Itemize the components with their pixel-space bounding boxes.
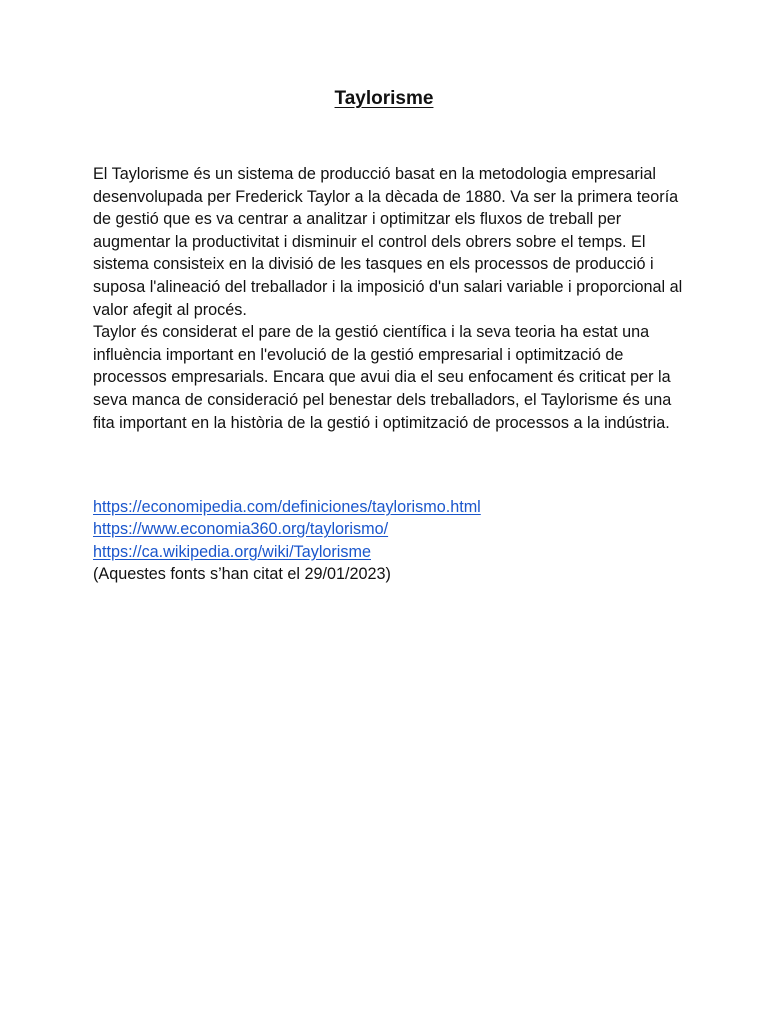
- paragraph: El Taylorisme és un sistema de producció basat en la metodologia empresarial desenvolupada per Frederick Taylor a la dècada de 1880. Va ser la primera teoría de gestió que es va centrar a analitzar i optimitzar els fluxos de treball per augmentar la productivitat i disminuir el control dels obrers sobre el temps. El sistema consisteix en la divisió de les tasques en els processos de producció i suposa l'alineació del treballador i la imposició d'un salari variable i proporcional al valor afegit al procés.: [93, 165, 683, 319]
- source-link-economia360[interactable]: https://www.economia360.org/taylorismo/: [93, 520, 389, 539]
- sources-citation-note: (Aquestes fonts s’han citat el 29/01/2023): [93, 565, 391, 584]
- document-title: Taylorisme: [334, 88, 434, 109]
- source-link-wikipedia[interactable]: https://ca.wikipedia.org/wiki/Taylorisme: [93, 542, 371, 561]
- document-body: [93, 163, 683, 434]
- paragraph: Taylor és considerat el pare de la gestió científica i la seva teoria ha estat una influència important en l'evolució de la gestió empresarial i optimització de processos empresarials. Encara que avui dia el seu enfocament és criticat per la seva manca de consideració pel benestar dels treballadors, el Taylorisme és una fita important en la història de la gestió i optimització de processos a la indústria.: [93, 323, 672, 432]
- source-link-economipedia[interactable]: https://economipedia.com/definiciones/taylorismo.html: [93, 498, 481, 516]
- sources-list: [93, 496, 683, 586]
